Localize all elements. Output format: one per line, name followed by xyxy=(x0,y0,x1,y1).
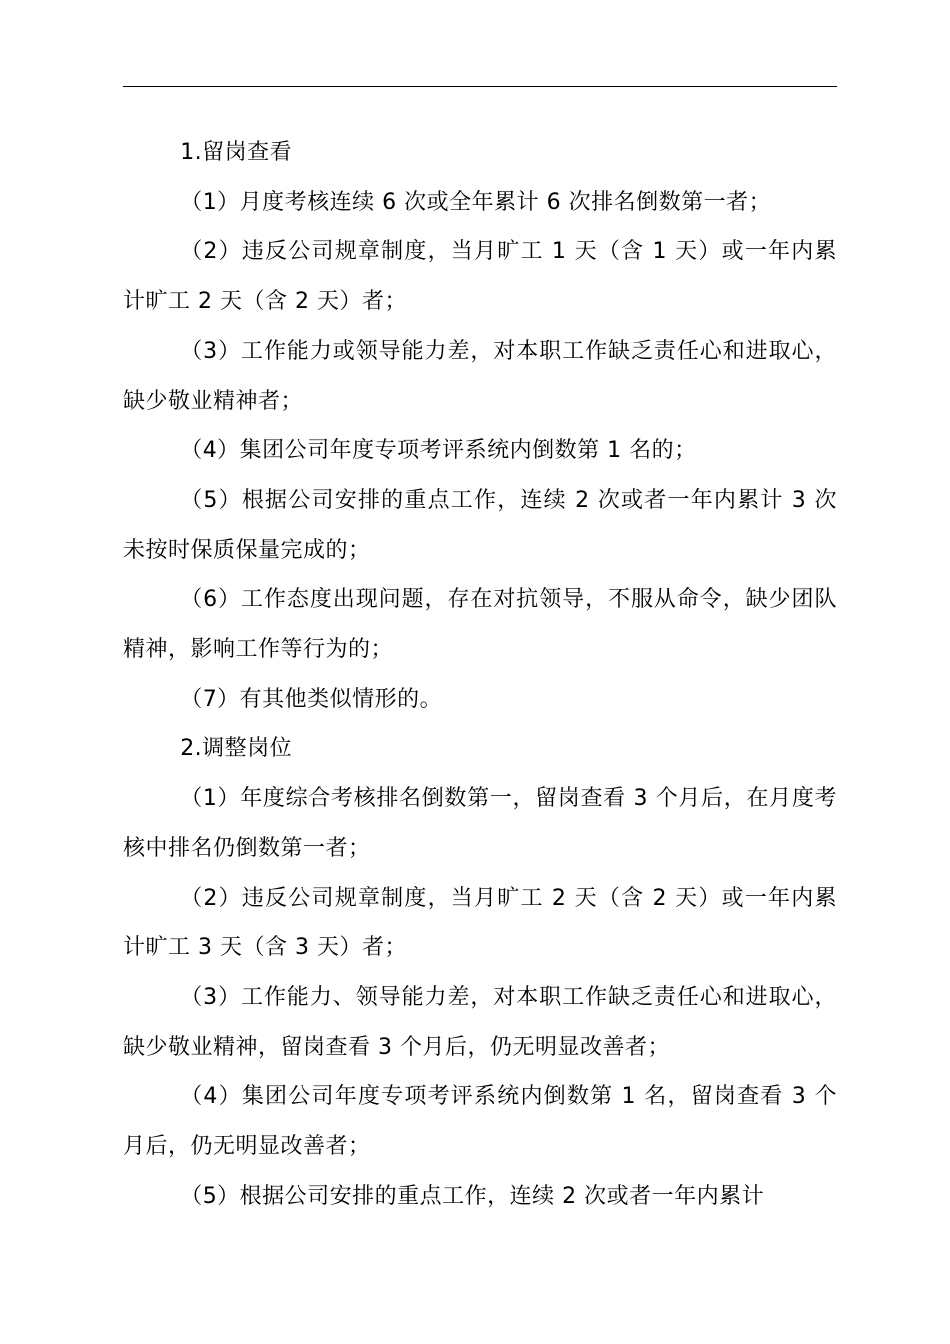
paragraph: （3）工作能力、领导能力差，对本职工作缺乏责任心和进取心，缺少敬业精神，留岗查看 3 个月后，仍无明显改善者； xyxy=(123,984,837,1060)
paragraph: （1）月度考核连续 6 次或全年累计 6 次排名倒数第一者； xyxy=(180,189,772,215)
paragraph: （3）工作能力或领导能力差，对本职工作缺乏责任心和进取心，缺少敬业精神者； xyxy=(123,338,837,414)
paragraph: （5）根据公司安排的重点工作，连续 2 次或者一年内累计 3 次未按时保质保量完成的； xyxy=(123,487,837,563)
paragraph: （6）工作态度出现问题，存在对抗领导，不服从命令，缺少团队精神，影响工作等行为的； xyxy=(123,587,837,663)
paragraph: （1）年度综合考核排名倒数第一，留岗查看 3 个月后，在月度考核中排名仍倒数第一者； xyxy=(123,786,837,861)
document-body xyxy=(123,128,837,1221)
paragraph: （4）集团公司年度专项考评系统内倒数第 1 名，留岗查看 3 个月后，仍无明显改善者； xyxy=(123,1084,837,1160)
paragraph: （4）集团公司年度专项考评系统内倒数第 1 名的； xyxy=(180,438,697,464)
paragraph: （2）违反公司规章制度，当月旷工 1 天（含 1 天）或一年内累计旷工 2 天（含 2 天）者； xyxy=(123,239,837,315)
paragraph: （5）根据公司安排的重点工作，连续 2 次或者一年内累计 xyxy=(180,1183,765,1209)
paragraph: （2）违反公司规章制度，当月旷工 2 天（含 2 天）或一年内累计旷工 3 天（含 3 天）者； xyxy=(123,885,837,961)
header-rule xyxy=(123,86,837,87)
paragraph: （7）有其他类似情形的。 xyxy=(180,686,443,712)
section-heading-retention-observation: 1.留岗查看 xyxy=(180,140,293,165)
section-heading-position-adjustment: 2.调整岗位 xyxy=(180,736,293,762)
